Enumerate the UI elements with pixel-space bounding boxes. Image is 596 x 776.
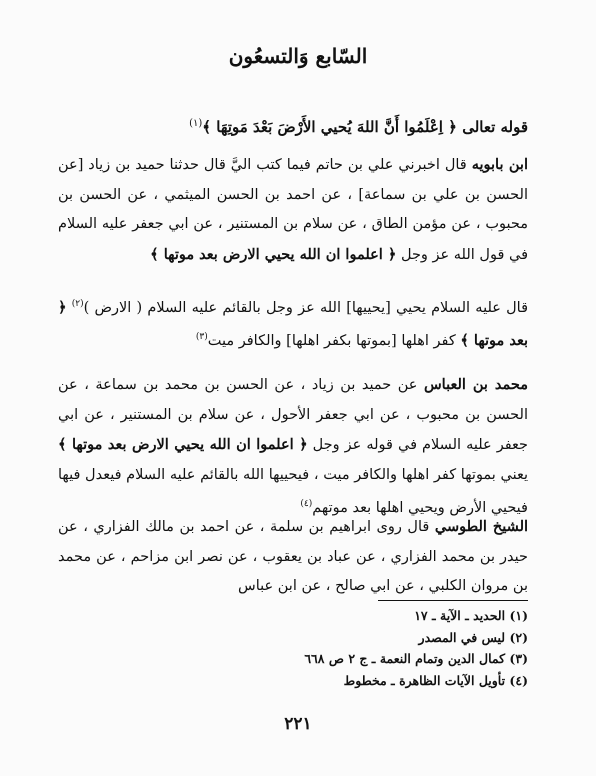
footnote-1: (١) الحديد ـ الآية ـ ١٧ — [414, 608, 528, 623]
paragraph-commentary — [58, 290, 528, 357]
verse-footnote-ref: (١) — [189, 118, 203, 129]
quran-quote: ﴿ اعلموا ان الله يحيي الارض بعد موتها ﴾ — [58, 436, 308, 453]
source-name: محمد بن العباس — [423, 376, 529, 393]
footnote-3: (٣) كمال الدين وتمام النعمة ـ ج ٢ ص ٦٦٨ — [304, 651, 528, 666]
footnote-4: (٤) تأويل الآيات الظاهرة ـ مخطوط — [343, 672, 528, 688]
verse-intro: قوله تعالى — [462, 118, 528, 136]
paragraph-shaykh-tusi — [58, 512, 528, 602]
page-number: ٢٢١ — [284, 714, 312, 734]
paragraph-text: قال اخبرني علي بن حاتم فيما كتب اليَّ قال حدثنا حميد بن زياد [عن الحسن بن علي بن سماعة] ، عن احمد بن الحسن الميثمي ، عن الحسن بن محبوب ، عن مؤمن الطاق ، عن سلام بن المستنير ، عن ابي جعفر عليه السلام في قول الله عز وجل — [58, 157, 528, 263]
paragraph-text: عن حميد بن زياد ، عن الحسن بن محمد بن سماعة ، عن الحسن بن محبوب ، عن ابي جعفر الأحول ، عن سلام بن المستنير ، عن ابي جعفر عليه السلام في قوله عز وجل — [58, 377, 529, 453]
footnote-ref: (٣) — [195, 332, 208, 343]
paragraph-ibn-babawayh — [58, 150, 528, 270]
source-name: ابن بابويه — [471, 156, 528, 173]
footnote-ref: (٤) — [300, 499, 313, 509]
paragraph-text: قال عليه السلام يحيي [يحييها] الله عز وجل بالقائم عليه السلام ( الارض ) — [83, 299, 528, 316]
quran-quote: ﴿ اعلموا ان الله يحيي الارض بعد موتها ﴾ — [150, 245, 397, 263]
paragraph-text: قال روى ابراهيم بن سلمة ، عن احمد بن مالك الفزاري ، عن حيدر بن محمد الفزاري ، عن عباد بن يعقوب ، عن نصر ابن مزاحم ، عن محمد بن مروان الكلبي ، عن ابي صالح ، عن ابن عباس — [58, 519, 528, 594]
source-name: الشيخ الطوسي — [434, 518, 529, 535]
paragraph-text: يعني بموتها كفر اهلها والكافر ميت ، فيحييها الله بالقائم عليه السلام فيعدل فيها فيحيي الأرض ويحيي اهلها بعد موتهم — [58, 466, 528, 516]
chapter-title: السّابع وَالتسعُون — [228, 44, 368, 68]
footnote-divider — [378, 600, 528, 601]
paragraph-muhammad-ibn-abbas — [58, 370, 528, 523]
verse-heading — [58, 118, 528, 136]
quran-quote: ﴿ بعد موتها ﴾ — [58, 298, 528, 350]
footnotes — [228, 605, 528, 691]
paragraph-text: كفر اهلها [بموتها بكفر اهلها] والكافر ميت — [207, 333, 456, 350]
verse-quote: ﴿ اِعْلَمُوا أَنَّ اللهَ يُحيي الأَرْضَ بَعْدَ مَوتِهَا ﴾ — [202, 118, 457, 136]
footnote-2: (٢) ليس في المصدر — [418, 629, 528, 645]
footnote-ref: (٢) — [71, 299, 84, 309]
